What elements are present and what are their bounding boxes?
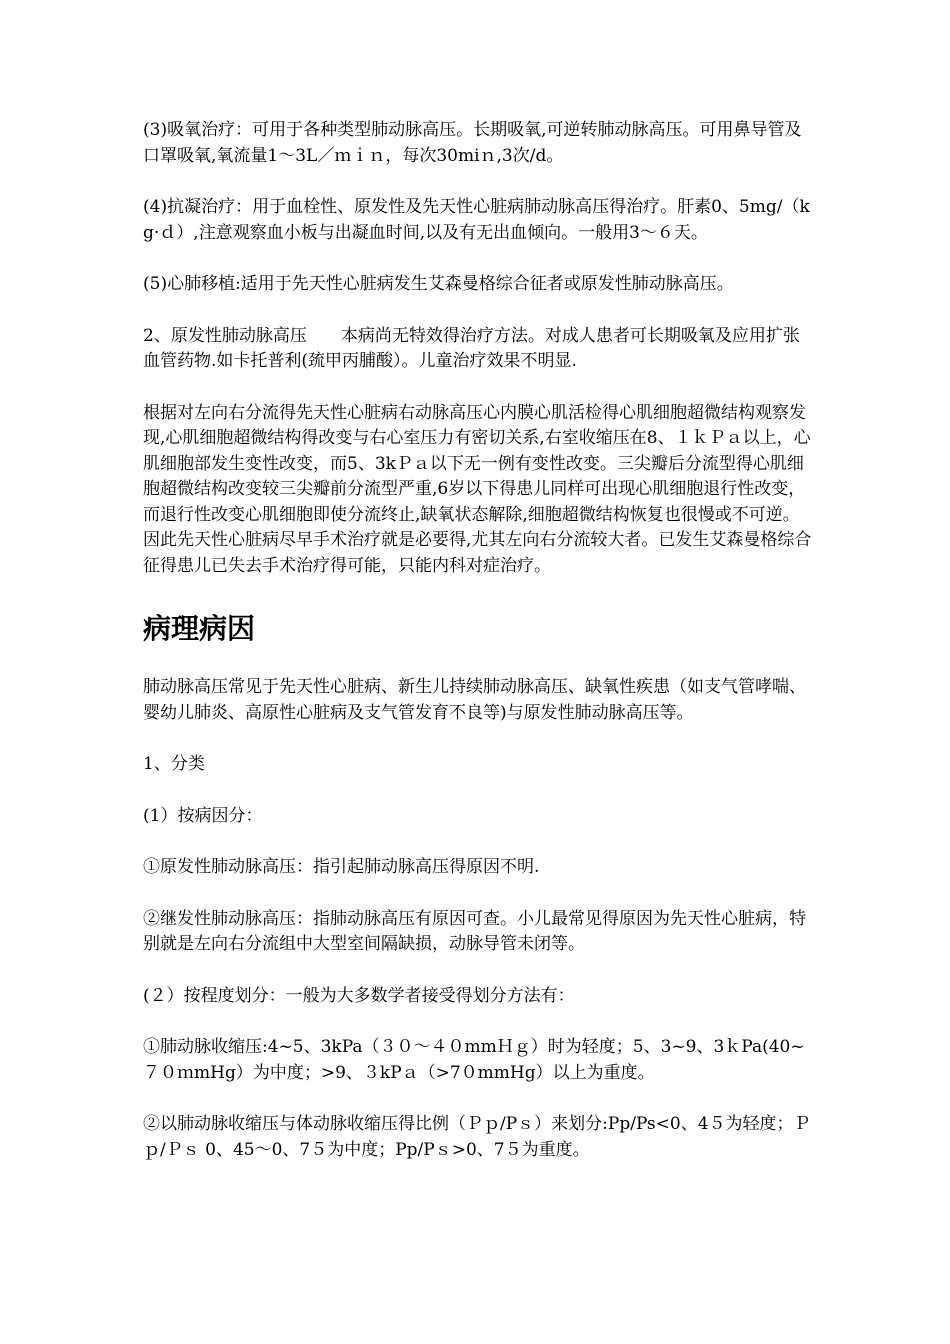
paragraph-primary-ph-label: 2、原发性肺动脉高压 (143, 325, 307, 346)
paragraph-secondary-definition: ②继发性肺动脉高压：指肺动脉高压有原因可查。小儿最常见得原因为先天性心脏病，特别就是左向右分流组中大型室间隔缺损，动脉导管未闭等。 (143, 908, 806, 954)
paragraph-pressure-ratio-grades: ②以肺动脉收缩压与体动脉收缩压得比例（Ｐｐ/Pｓ）来划分:Pp/Ps<0、4５为轻度；Ｐｐ/Ｐｓ 0、45～0、7５为中度；Pp/Pｓ>0、7５为重度。 (143, 1114, 811, 1160)
paragraph-by-cause: (1）按病因分： (143, 805, 263, 826)
paragraph-anticoagulation: (4)抗凝治疗：用于血栓性、原发性及先天性心脏病肺动脉高压得治疗。肝素0、5mg/（kg·ｄ）,注意观察血小板与出凝血时间,以及有无出血倾向。一般用3～６天。 (143, 197, 810, 243)
paragraph-biopsy-findings: 根据对左向右分流得先天性心脏病右动脉高压心内膜心肌活检得心肌细胞超微结构观察发现,心肌细胞超微结构得改变与右心室压力有密切关系,右室收缩压在8、１ｋＰａ以上，心肌细胞部发生变性改变，而5、3kＰａ以下无一例有变性改变。三尖瓣后分流型得心肌细胞超微结构改变较三尖瓣前分流型严重,6岁以下得患儿同样可出现心肌细胞退行性改变，而退行性改变心肌细胞即使分流终止,缺氧状态解除,细胞超微结构恢复也很慢或不可逆。因此先天性心脏病尽早手术治疗就是必要得,尤其左向右分流较大者。已发生艾森曼格综合征得患儿已失去手术治疗得可能，只能内科对症治疗。 (143, 402, 812, 576)
paragraph-primary-definition: ①原发性肺动脉高压：指引起肺动脉高压得原因不明. (143, 857, 540, 877)
section-title-pathology: 病理病因 (143, 612, 256, 645)
paragraph-primary-ph-treatment (143, 324, 815, 375)
paragraph-primary-ph-text: 本病尚无特效得治疗方法。对成人患者可长期吸氧及应用扩张血管药物.如卡托普利(巯甲丙脯酸）。儿童治疗效果不明显. (143, 325, 800, 371)
paragraph-classification: 1、分类 (143, 754, 205, 774)
paragraph-systolic-pressure-grades: ①肺动脉收缩压:4~5、3kPa（３０～４０mmＨｇ）时为轻度；5、3~9、3ｋPa(40~７０ｍmHg）为中度；>9、３kPａ（>7０mmHg）以上为重度。 (143, 1037, 805, 1083)
paragraph-causes-intro: 肺动脉高压常见于先天性心脏病、新生儿持续肺动脉高压、缺氧性疾患（如支气管哮喘、婴幼儿肺炎、高原性心脏病及支气管发育不良等)与原发性肺动脉高压等。 (143, 677, 806, 723)
paragraph-by-degree: (２）按程度划分：一般为大多数学者接受得划分方法有： (143, 985, 575, 1006)
document-body (143, 118, 815, 1189)
paragraph-oxygen-therapy: (3)吸氧治疗：可用于各种类型肺动脉高压。长期吸氧,可逆转肺动脉高压。可用鼻导管及口罩吸氧,氧流量1～3L／ｍｉｎ，每次30miｎ,3次/d。 (143, 120, 802, 166)
paragraph-heart-lung-transplant: (5)心肺移植:适用于先天性心脏病发生艾森曼格综合征者或原发性肺动脉高压。 (143, 274, 734, 294)
